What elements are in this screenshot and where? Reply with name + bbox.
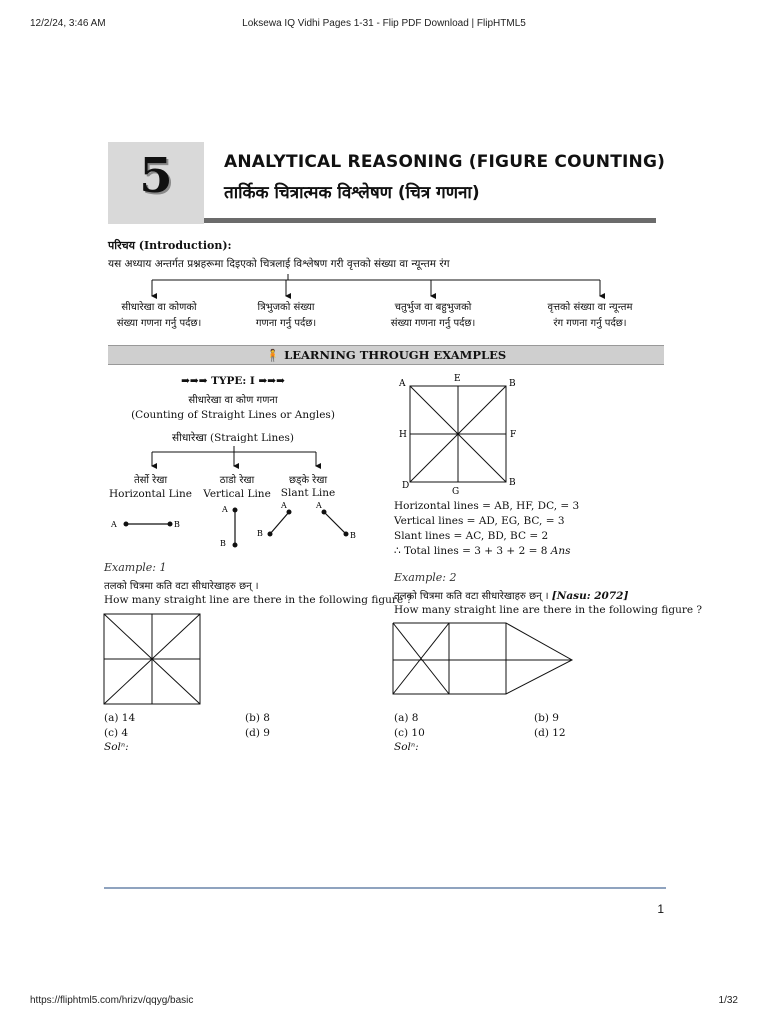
person-icon: 🧍: [265, 348, 281, 362]
square-figure: [394, 372, 524, 498]
example1-option-a[interactable]: (a) 14: [104, 712, 136, 724]
vertical-line-english: Vertical Line: [203, 488, 271, 500]
example2-figure: [390, 620, 580, 696]
v-point-b: B: [220, 539, 226, 548]
vertical-line-nepali: ठाडो रेखा: [219, 475, 255, 486]
example1-solution: Solⁿ:: [104, 741, 129, 753]
example1-label: Example: 1: [104, 561, 167, 574]
intro-branch-3: चतुर्भुज वा बहुभुजको संख्या गणना गर्नु पर्दछ।: [390, 302, 476, 329]
s2-point-b: B: [350, 531, 356, 540]
square-label-b-top: B: [509, 379, 516, 389]
square-label-g: G: [452, 487, 460, 497]
slant-lines-count: Slant lines = AC, BD, BC = 2: [394, 530, 549, 542]
chapter-title: ANALYTICAL REASONING (FIGURE COUNTING): [224, 152, 666, 172]
horizontal-lines-count: Horizontal lines = AB, HF, DC, = 3: [394, 500, 580, 512]
square-label-h: H: [399, 430, 407, 440]
print-url[interactable]: https://fliphtml5.com/hrizv/qqyg/basic: [30, 995, 194, 1006]
type-heading: ➡➡➡ TYPE: I ➡➡➡: [181, 375, 285, 387]
print-datetime: 12/2/24, 3:46 AM: [30, 18, 106, 29]
example2-label: Example: 2: [394, 571, 457, 584]
type-nepali: सीधारेखा वा कोण गणना: [188, 395, 278, 406]
example2-option-d[interactable]: (d) 12: [534, 727, 566, 739]
example2-option-b[interactable]: (b) 9: [534, 712, 559, 724]
example1-option-b[interactable]: (b) 8: [245, 712, 270, 724]
line-type-samples: [104, 498, 364, 554]
s1-point-a: A: [281, 501, 287, 510]
total-lines: ∴ Total lines = 3 + 3 + 2 = 8 Ans: [394, 545, 571, 557]
intro-text: यस अध्याय अन्तर्गत प्रश्नहरूमा दिइएको चित्रलाई विश्लेषण गरी वृत्तको संख्या वा न्यून्तम रंग: [108, 258, 450, 270]
example2-option-c[interactable]: (c) 10: [394, 727, 425, 739]
example1-option-c[interactable]: (c) 4: [104, 727, 129, 739]
square-label-f: F: [510, 430, 517, 440]
intro-branch-diagram: [100, 272, 660, 302]
section-band: [108, 345, 664, 365]
square-label-e: E: [454, 374, 461, 384]
section-band-title: LEARNING THROUGH EXAMPLES: [284, 348, 507, 362]
page-footer-rule: [104, 887, 666, 889]
horizontal-line-english: Horizontal Line: [109, 488, 192, 500]
example2-solution: Solⁿ:: [394, 741, 419, 753]
example2-question: How many straight line are there in the following figure ?: [394, 604, 703, 616]
example2-nepali: तलको चित्रमा कति वटा सीधारेखाहरु छन् । [Nasu: 2072]: [394, 590, 629, 602]
type-english: (Counting of Straight Lines or Angles): [131, 409, 335, 421]
h-point-b: B: [174, 520, 180, 529]
square-label-b-bottom: B: [509, 478, 516, 488]
square-label-a: A: [399, 379, 406, 389]
intro-branch-1: सीधारेखा वा कोणको संख्या गणना गर्नु पर्दछ।: [116, 302, 202, 329]
example1-figure: [102, 612, 204, 708]
example2-option-a[interactable]: (a) 8: [394, 712, 419, 724]
type-branch-diagram: [140, 444, 330, 470]
example1-option-d[interactable]: (d) 9: [245, 727, 270, 739]
chapter-number: 5: [139, 148, 173, 204]
square-label-d: D: [402, 481, 410, 491]
h-point-a: A: [111, 520, 117, 529]
example1-nepali: तलको चित्रमा कति वटा सीधारेखाहरु छन् ।: [104, 581, 259, 592]
intro-branch-4: वृत्तको संख्या वा न्यून्तम रंग गणना गर्नु पर्दछ।: [547, 302, 633, 329]
page-number: 1: [657, 902, 664, 916]
chapter-subtitle: तार्किक चित्रात्मक विश्लेषण (चित्र गणना): [224, 183, 480, 203]
s2-point-a: A: [316, 501, 322, 510]
example2-source: [Nasu: 2072]: [551, 590, 629, 602]
s1-point-b: B: [257, 529, 263, 538]
chapter-rule: [204, 218, 656, 223]
slant-line-english: Slant Line: [280, 487, 336, 499]
straight-lines-subhead: सीधारेखा (Straight Lines): [172, 432, 294, 444]
print-title: Loksewa IQ Vidhi Pages 1-31 - Flip PDF Download | FlipHTML5: [242, 18, 526, 29]
intro-branch-2: त्रिभुजको संख्या गणना गर्नु पर्दछ।: [255, 302, 317, 329]
intro-heading: परिचय (Introduction):: [108, 239, 232, 252]
example1-question: How many straight line are there in the following figure ?: [104, 594, 413, 606]
print-page-count: 1/32: [718, 995, 738, 1006]
v-point-a: A: [222, 505, 228, 514]
slant-line-nepali: छड्के रेखा: [288, 475, 328, 486]
horizontal-line-nepali: तेर्सो रेखा: [133, 475, 168, 486]
vertical-lines-count: Vertical lines = AD, EG, BC, = 3: [394, 515, 565, 527]
